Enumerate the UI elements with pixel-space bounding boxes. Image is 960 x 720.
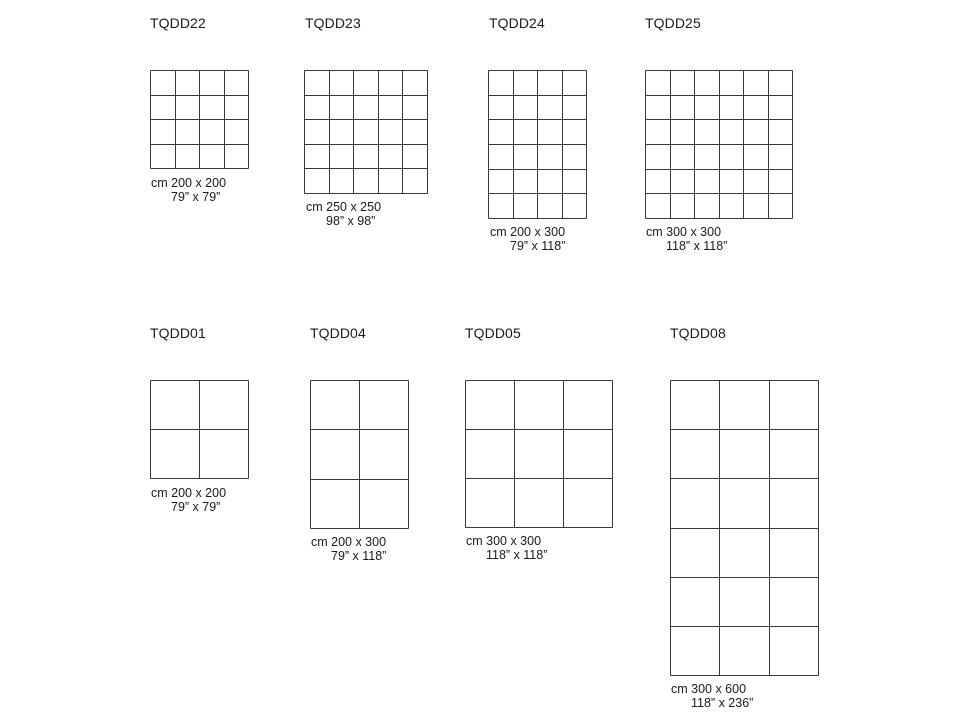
product-code: TQDD08 [670,325,726,341]
grid-diagram [645,70,793,219]
product-dimensions [306,200,381,228]
product-code: TQDD24 [489,15,545,31]
product-code: TQDD05 [465,325,521,341]
product-dimensions [646,225,727,253]
product-dimensions [466,534,547,562]
product-dimensions [671,682,753,710]
grid-diagram [670,380,819,676]
size-inches: 79” x 118” [510,239,566,253]
product-dimensions [151,486,226,514]
size-cm: cm 250 x 250 [306,200,382,214]
size-cm: cm 200 x 200 [151,486,227,500]
product-code: TQDD23 [305,15,361,31]
size-inches: 118” x 118” [666,239,728,253]
product-code: TQDD22 [150,15,206,31]
grid-diagram [304,70,428,194]
size-inches: 98” x 98” [326,214,376,228]
size-cm: cm 200 x 300 [311,535,387,549]
size-cm: cm 300 x 600 [671,682,747,696]
size-cm: cm 200 x 200 [151,176,227,190]
size-cm: cm 200 x 300 [490,225,566,239]
grid-diagram [465,380,613,528]
product-code: TQDD25 [645,15,701,31]
product-code: TQDD04 [310,325,366,341]
product-dimensions [490,225,565,253]
size-inches: 79” x 118” [331,549,387,563]
size-inches: 79” x 79” [171,190,221,204]
size-inches: 118” x 118” [486,548,548,562]
product-code: TQDD01 [150,325,206,341]
grid-diagram [150,380,249,479]
product-dimensions [151,176,226,204]
size-inches: 118” x 236” [691,696,754,710]
grid-diagram [488,70,587,219]
size-inches: 79” x 79” [171,500,221,514]
product-dimensions [311,535,386,563]
size-cm: cm 300 x 300 [466,534,542,548]
grid-diagram [310,380,409,529]
grid-diagram [150,70,249,169]
size-cm: cm 300 x 300 [646,225,722,239]
